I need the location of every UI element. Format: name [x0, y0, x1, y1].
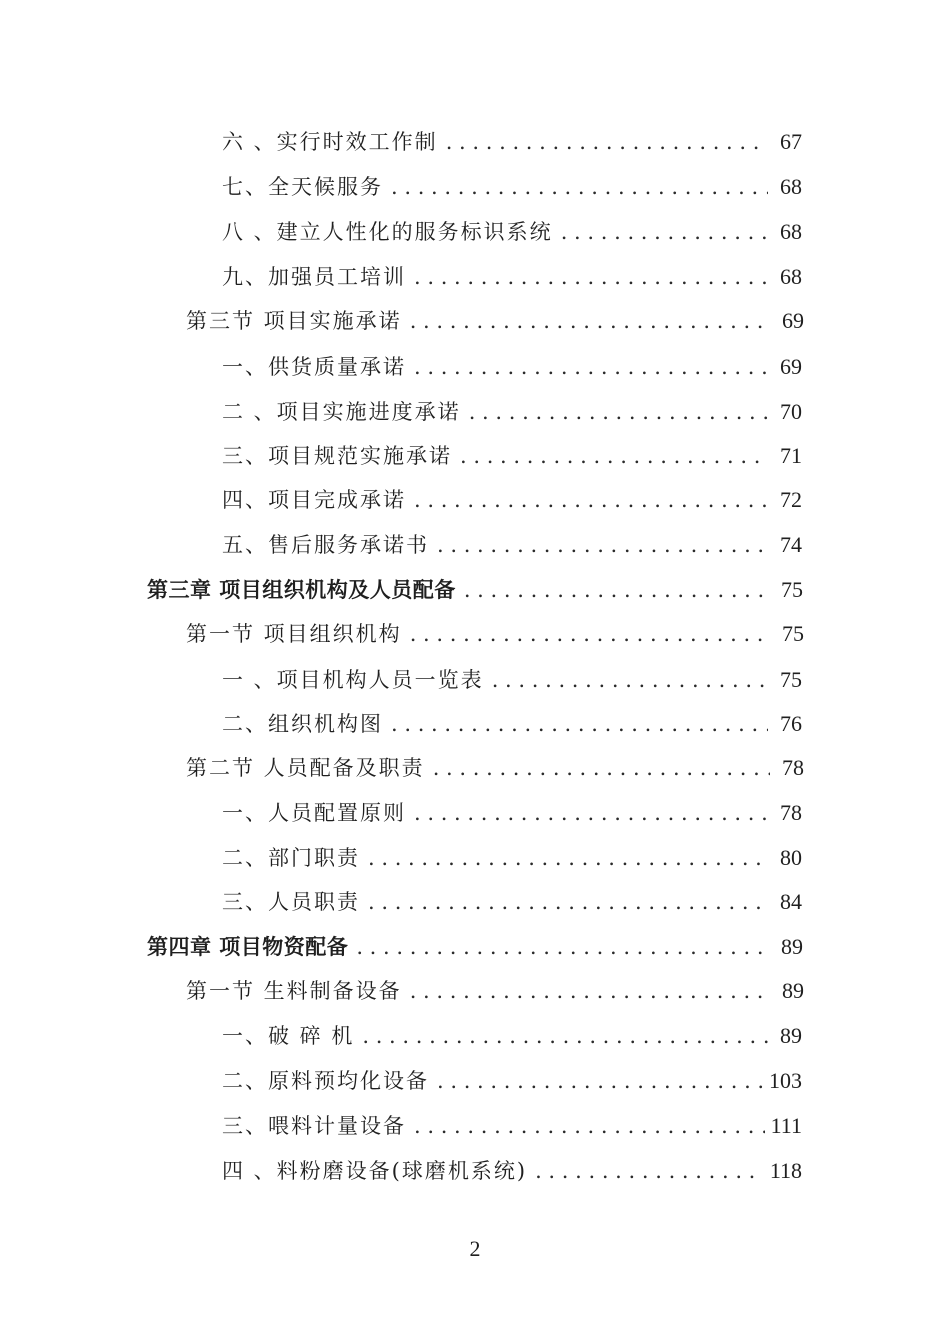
- toc-entry-page: 69: [780, 354, 802, 379]
- toc-leader-dots: [414, 483, 768, 517]
- toc-entry-page: 89: [780, 1023, 802, 1048]
- toc-leader-dots: [469, 395, 768, 429]
- toc-entry[interactable]: [222, 885, 802, 919]
- toc-entry-page: 78: [782, 755, 804, 780]
- toc-entry[interactable]: [222, 483, 802, 517]
- toc-leader-dots: [492, 663, 768, 697]
- page-number-footer: 2: [469, 1236, 481, 1261]
- toc-entry-label: 九、加强员工培训: [222, 265, 406, 289]
- toc-leader-dots: [410, 304, 770, 338]
- toc-leader-dots: [535, 1154, 764, 1188]
- toc-entry[interactable]: [222, 707, 802, 741]
- toc-leader-dots: [437, 528, 768, 562]
- toc-entry-label: 第二节 人员配备及职责: [186, 756, 425, 780]
- toc-entry-page: 71: [780, 443, 802, 468]
- toc-entry-label: 二、原料预均化设备: [222, 1069, 429, 1093]
- toc-entry-page: 68: [780, 219, 802, 244]
- toc-entry-section[interactable]: [186, 304, 804, 338]
- toc-entry-page: 89: [782, 978, 804, 1003]
- toc-entry-page: 75: [780, 667, 802, 692]
- toc-entry-page: 103: [769, 1068, 802, 1093]
- toc-entry-label: 七、全天候服务: [222, 175, 383, 199]
- toc-entry[interactable]: [222, 350, 802, 384]
- toc-leader-dots: [356, 930, 769, 964]
- toc-entry-label: 二、组织机构图: [222, 712, 383, 736]
- toc-entry-page: 80: [780, 845, 802, 870]
- toc-entry-label: 四 、料粉磨设备(球磨机系统): [222, 1159, 528, 1183]
- toc-entry-chapter[interactable]: [147, 573, 803, 607]
- toc-entry[interactable]: [222, 1109, 802, 1143]
- toc-leader-dots: [433, 751, 770, 785]
- toc-entry-chapter[interactable]: [147, 930, 803, 964]
- toc-entry[interactable]: [222, 439, 802, 473]
- toc-entry-page: 118: [769, 1158, 802, 1183]
- toc-entry[interactable]: [222, 1019, 802, 1053]
- toc-entry-label: 二 、项目实施进度承诺: [222, 400, 461, 424]
- toc-leader-dots: [391, 170, 768, 204]
- toc-entry-label: 第三章 项目组织机构及人员配备: [147, 577, 456, 602]
- toc-entry[interactable]: [222, 841, 802, 875]
- toc-entry-label: 二、部门职责: [222, 846, 360, 870]
- toc-entry-page: 84: [780, 889, 802, 914]
- toc-entry-label: 三、人员职责: [222, 890, 360, 914]
- toc-entry-page: 111: [770, 1113, 802, 1138]
- toc-entry-page: 68: [780, 174, 802, 199]
- toc-entry-label: 一、破 碎 机: [222, 1024, 355, 1048]
- toc-entry-label: 第三节 项目实施承诺: [186, 309, 402, 333]
- toc-entry[interactable]: [222, 260, 802, 294]
- toc-entry-page: 89: [781, 934, 803, 959]
- toc-leader-dots: [446, 125, 768, 159]
- toc-entry-label: 第一节 项目组织机构: [186, 622, 402, 646]
- toc-leader-dots: [464, 573, 769, 607]
- toc-leader-dots: [410, 617, 770, 651]
- toc-leader-dots: [368, 841, 768, 875]
- toc-entry-label: 第四章 项目物资配备: [147, 934, 349, 959]
- toc-leader-dots: [437, 1064, 763, 1098]
- toc-leader-dots: [414, 1109, 765, 1143]
- toc-entry-page: 72: [780, 487, 802, 512]
- toc-entry-page: 68: [780, 264, 802, 289]
- toc-entry[interactable]: [222, 796, 802, 830]
- toc-entry-section[interactable]: [186, 751, 804, 785]
- toc-entry-label: 一、供货质量承诺: [222, 355, 406, 379]
- toc-entry-label: 第一节 生料制备设备: [186, 979, 402, 1003]
- toc-entry-label: 六 、实行时效工作制: [222, 130, 438, 154]
- toc-leader-dots: [561, 215, 768, 249]
- toc-leader-dots: [410, 974, 770, 1008]
- toc-entry-section[interactable]: [186, 617, 804, 651]
- toc-entry-label: 一、人员配置原则: [222, 801, 406, 825]
- toc-entry[interactable]: [222, 1154, 802, 1188]
- toc-entry-section[interactable]: [186, 974, 804, 1008]
- toc-leader-dots: [368, 885, 768, 919]
- toc-leader-dots: [414, 796, 768, 830]
- toc-entry-page: 75: [781, 577, 803, 602]
- toc-entry-label: 一 、项目机构人员一览表: [222, 668, 484, 692]
- toc-entry-page: 75: [782, 621, 804, 646]
- toc-entry-label: 八 、建立人性化的服务标识系统: [222, 220, 553, 244]
- toc-entry[interactable]: [222, 1064, 802, 1098]
- toc-entry-page: 69: [782, 308, 804, 333]
- toc-entry-page: 76: [780, 711, 802, 736]
- toc-entry[interactable]: [222, 528, 802, 562]
- toc-entry-label: 四、项目完成承诺: [222, 488, 406, 512]
- toc-entry-label: 三、项目规范实施承诺: [222, 444, 452, 468]
- toc-leader-dots: [391, 707, 768, 741]
- toc-entry-page: 78: [780, 800, 802, 825]
- toc-entry-page: 67: [780, 129, 802, 154]
- toc-entry-page: 74: [780, 532, 802, 557]
- toc-leader-dots: [414, 350, 768, 384]
- toc-leader-dots: [414, 260, 768, 294]
- toc-entry-label: 五、售后服务承诺书: [222, 533, 429, 557]
- toc-entry[interactable]: [222, 215, 802, 249]
- toc-entry-label: 三、喂料计量设备: [222, 1114, 406, 1138]
- toc-entry[interactable]: [222, 663, 802, 697]
- toc-leader-dots: [362, 1019, 768, 1053]
- toc-entry[interactable]: [222, 125, 802, 159]
- toc-leader-dots: [460, 439, 768, 473]
- toc-entry[interactable]: [222, 395, 802, 429]
- toc-entry[interactable]: [222, 170, 802, 204]
- toc-entry-page: 70: [780, 399, 802, 424]
